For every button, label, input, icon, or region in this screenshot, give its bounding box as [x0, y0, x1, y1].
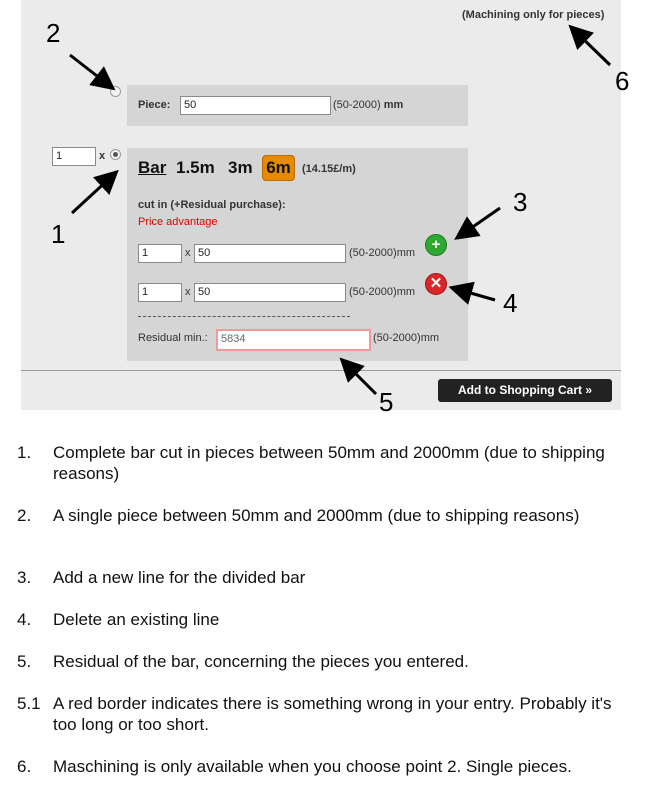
legend-text: Add a new line for the divided bar	[53, 568, 306, 587]
arrow-3	[464, 208, 500, 233]
size-option-6m-selected[interactable]: 6m	[262, 155, 295, 181]
legend-number: 5.	[17, 652, 32, 671]
arrow-5	[348, 366, 376, 394]
callout-5: 5	[379, 387, 394, 417]
piece-unit: mm	[383, 99, 404, 111]
x-circle-icon[interactable]: ✕	[425, 273, 447, 295]
piece-label: Piece:	[138, 99, 171, 111]
legend-number: 2.	[17, 506, 32, 525]
legend-number: 3.	[17, 568, 32, 587]
piece-length-input[interactable]: 50	[180, 96, 331, 115]
bar-times-symbol: x	[99, 150, 106, 162]
piece-range-text: (50-2000)	[333, 99, 381, 111]
size-option-1-5m[interactable]: 1.5m	[176, 158, 215, 177]
cut-row-1-times: x	[185, 247, 191, 259]
legend-text: A red border indicates there is something wrong in your entry. Probably it's too long or too short.	[53, 694, 612, 734]
legend-number: 4.	[17, 610, 32, 629]
residual-label: Residual min.:	[138, 332, 208, 344]
add-to-cart-button[interactable]: Add to Shopping Cart »	[438, 379, 612, 402]
legend-number: 5.1	[17, 694, 41, 713]
cut-in-label: cut in (+Residual purchase):	[138, 199, 286, 211]
arrow-6	[577, 33, 610, 65]
machining-note: (Machining only for pieces)	[462, 9, 605, 21]
bar-price: (14.15£/m)	[302, 163, 356, 175]
callout-4: 4	[503, 288, 518, 318]
arrow-4	[460, 290, 495, 300]
legend-text: Maschining is only available when you choose point 2. Single pieces.	[53, 757, 572, 776]
price-advantage-text: Price advantage	[138, 216, 218, 228]
legend-text: Complete bar cut in pieces between 50mm and 2000mm (due to shipping reasons)	[53, 443, 605, 483]
callout-3: 3	[513, 187, 528, 217]
legend-text: Residual of the bar, concerning the pieces you entered.	[53, 652, 469, 671]
cut-row-1-length[interactable]: 50	[194, 244, 346, 263]
cut-row-2-times: x	[185, 286, 191, 298]
cut-row-1-range: (50-2000)mm	[349, 247, 416, 259]
cut-row-2-range: (50-2000)mm	[349, 286, 416, 298]
callout-2: 2	[46, 18, 61, 48]
cut-row-1-quantity[interactable]: 1	[138, 244, 182, 263]
legend-text: A single piece between 50mm and 2000mm (due to shipping reasons)	[53, 506, 580, 525]
arrow-1	[72, 178, 110, 213]
callout-6: 6	[615, 66, 630, 96]
legend-text: Delete an existing line	[53, 610, 220, 629]
size-option-3m[interactable]: 3m	[228, 158, 253, 177]
bar-label: Bar	[138, 158, 167, 177]
callout-1: 1	[51, 219, 66, 249]
residual-range: (50-2000)mm	[373, 332, 440, 344]
cut-row-2-quantity[interactable]: 1	[138, 283, 182, 302]
cut-row-2-length[interactable]: 50	[194, 283, 346, 302]
arrow-2	[70, 55, 106, 83]
legend-number: 1.	[17, 443, 32, 462]
bar-quantity-input[interactable]: 1	[52, 147, 96, 166]
residual-input-error[interactable]: 5834	[216, 329, 371, 351]
legend-number: 6.	[17, 757, 32, 776]
plus-circle-icon[interactable]: +	[425, 234, 447, 256]
